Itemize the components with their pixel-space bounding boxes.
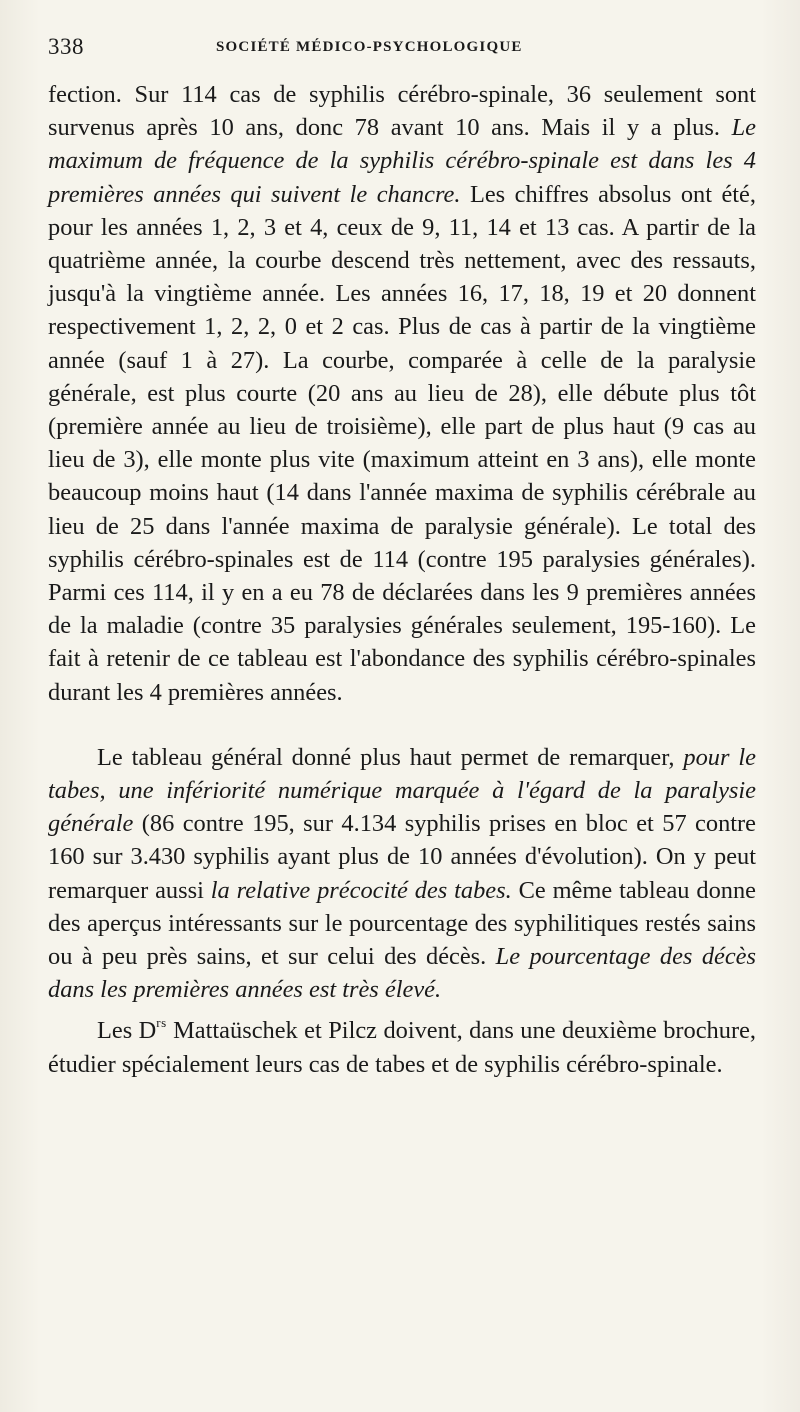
text-run: fection. Sur 114 cas de syphilis cérébro-spinale, 36 seulement sont survenus après 10 ans, donc 78 avant 10 ans. Mais il y a plus. [48, 81, 756, 142]
body-text [48, 78, 756, 1081]
page-number: 338 [48, 34, 84, 59]
text-run: Le tableau général donné plus haut permet de remarquer, [97, 743, 684, 771]
text-run: (86 contre 195, sur 4.134 syphilis prises en bloc et 57 contre 160 sur 3.430 syphilis ayant plus de 10 années d'évolution). On y peut remarquer aussi [48, 810, 756, 904]
italic-run: Le maximum de fréquence de la syphilis cérébro-spinale est dans les 4 premières années qui suivent le chancre. [48, 114, 756, 208]
paragraph-3-rest: Mattaüschek et Pilcz doivent, dans une deuxième brochure, étudier spécialement leurs cas de tabes et de syphilis cérébro-spinale. [48, 1017, 756, 1078]
text-run: Les chiffres absolus ont été, pour les années 1, 2, 3 et 4, ceux de 9, 11, 14 et 13 cas. A partir de la quatrième année, la courbe descend très nettement, avec des ressauts, jusqu'à la vingtième année. Les années 16, 17, 18, 19 et 20 donnent respectivement 1, 2, 2, 0 et 2 cas. Plus de cas à partir de la vingtième année (sauf 1 à 27). La courbe, comparée à celle de la paralysie générale, est plus courte (20 ans au lieu de 28), elle débute plus tôt (première année au lieu de troisième), elle part de plus haut (9 cas au lieu de 3), elle monte plus vite (maximum atteint en 3 ans), elle monte beaucoup moins haut (14 dans l'année maxima de syphilis cérébrale au lieu de 25 dans l'année maxima de paralysie générale). Le total des syphilis cérébro-spinales est de 114 (contre 195 paralysies générales). Parmi ces 114, il y en a eu 78 de déclarées dans les 9 premières années de la maladie (contre 35 paralysies générales seulement, 195-160). Le fait à retenir de ce tableau est l'abondance des syphilis cérébro-spinales durant les 4 premières années. [48, 180, 756, 706]
italic-run: pour le tabes, une infériorité numérique marquée à l'égard de la paralysie générale [48, 743, 756, 838]
italic-run: Le pourcentage des décès dans les premières années est très élevé. [48, 943, 756, 1004]
paragraph-3 [48, 1006, 756, 1080]
doctors-superscript: rs [156, 1015, 167, 1031]
paragraph-3-start: Les D [97, 1017, 157, 1045]
paragraph-1 [48, 78, 756, 709]
paragraph-2 [48, 741, 756, 1007]
running-head [48, 34, 758, 64]
text-run: Ce même tableau donne des aperçus intéressants sur le pourcentage des syphilitiques restés sains ou à peu près sains, et sur celui des décès. [48, 876, 756, 971]
running-title: SOCIÉTÉ MÉDICO-PSYCHOLOGIQUE [216, 39, 523, 55]
italic-run: la relative précocité des tabes. [210, 876, 512, 904]
